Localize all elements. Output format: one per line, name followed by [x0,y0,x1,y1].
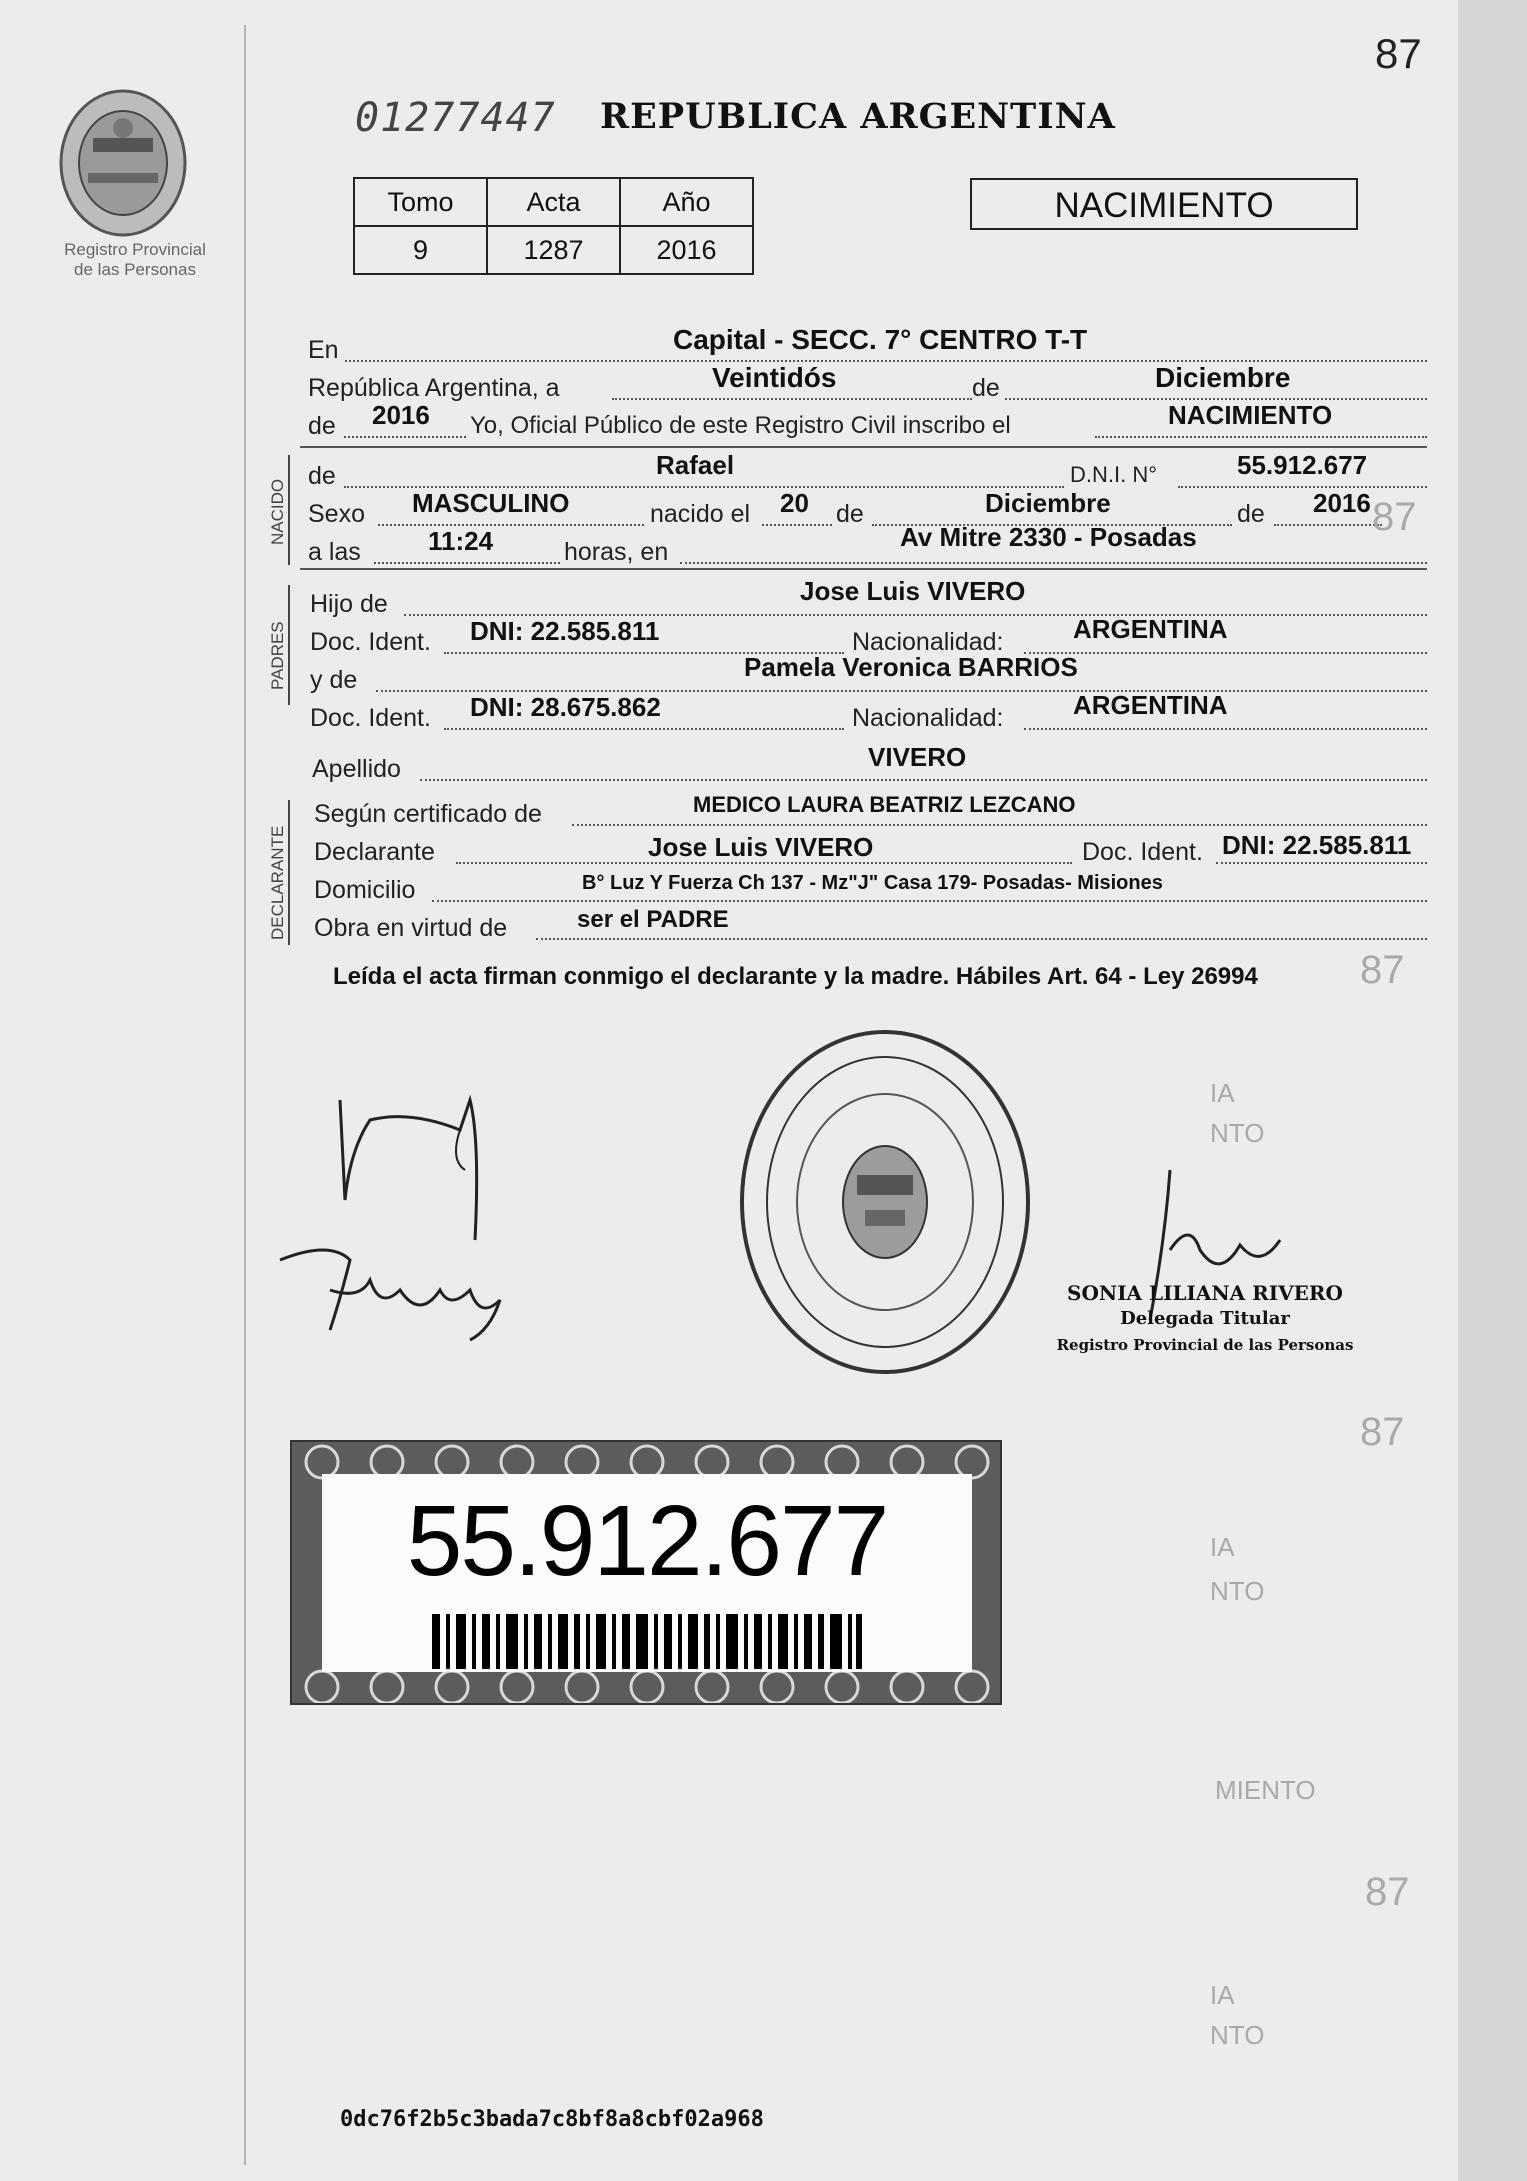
dotted-line [420,779,1427,781]
dotted-line [1274,524,1382,526]
dotted-line [378,524,644,526]
hijo-de-label: Hijo de [310,590,388,618]
country-title: REPUBLICA ARGENTINA [600,96,1116,137]
father-doc: DNI: 22.585.811 [470,616,660,646]
official-seal-stamp [735,1025,1035,1380]
bleed-through-mark: NTO [1210,1118,1265,1148]
dotted-line [344,436,466,438]
en-label: En [308,336,339,364]
de-label: de [308,412,336,440]
official-office: Registro Provincial de las Personas [1056,1336,1354,1354]
declarante-label: Declarante [314,838,435,866]
table-cell-tomo: 9 [354,226,487,274]
bleed-through-mark: MIENTO [1215,1775,1316,1805]
side-label-nacido: NACIDO [268,478,287,545]
horas-en-label: horas, en [564,538,669,566]
bleed-through-mark: IA [1210,1532,1235,1562]
surname: VIVERO [868,742,967,772]
de-label: de [836,500,864,528]
registration-day: Veintidós [712,362,837,393]
birth-place: Av Mitre 2330 - Posadas [900,522,1197,552]
table-cell-acta: 1287 [487,226,620,274]
official-stamp [1040,1280,1370,1358]
y-de-label: y de [310,666,358,694]
father-nationality: ARGENTINA [1073,614,1228,644]
bleed-through-mark: 87 [1360,948,1405,992]
ledger-number: 01277447 [355,95,556,141]
bleed-through-mark: NTO [1210,1576,1265,1606]
bleed-through-mark: IA [1210,1980,1235,2010]
section-rule [300,568,1427,570]
mother-name: Pamela Veronica BARRIOS [744,652,1078,682]
page-number: 87 [1375,30,1422,77]
section-rule [300,446,1427,448]
birth-day: 20 [780,488,809,518]
id-number-sticker [290,1440,1002,1705]
dotted-line [1024,728,1427,730]
barcode [432,1614,862,1669]
record-type-box: NACIMIENTO [970,178,1358,230]
document-hash: 0dc76f2b5c3bada7c8bf8a8cbf02a968 [340,2107,764,2132]
child-sex: MASCULINO [412,488,570,518]
apellido-label: Apellido [312,755,401,783]
dotted-line [612,398,972,400]
margin-rule [244,25,246,2165]
registration-year: 2016 [372,400,430,430]
table-cell-anio: 2016 [620,226,753,274]
declarant-address: B° Luz Y Fuerza Ch 137 - Mz"J" Casa 179- Posadas- Misiones [582,872,1163,894]
dotted-line [1216,862,1427,864]
sticker-dni-number: 55.912.677 [406,1485,888,1597]
declarant-capacity: ser el PADRE [577,906,729,933]
obra-en-virtud-label: Obra en virtud de [314,914,508,942]
bleed-through-mark: 87 [1360,1410,1405,1454]
de-label: de [308,462,336,490]
declarant-doc: DNI: 22.585.811 [1222,830,1412,860]
sticker-label [322,1474,972,1672]
father-name: Jose Luis VIVERO [800,576,1026,606]
side-label-declarante: DECLARANTE [268,825,287,940]
mother-doc: DNI: 28.675.862 [470,692,661,722]
table-header: Tomo [354,178,487,226]
registration-month: Diciembre [1155,362,1291,393]
bleed-through-mark: IA [1210,1078,1235,1108]
certificate-issuer: MEDICO LAURA BEATRIZ LEZCANO [693,792,1076,817]
birth-year: 2016 [1313,488,1371,518]
doc-ident-label: Doc. Ident. [1082,838,1203,866]
dotted-line [1024,652,1427,654]
closing-statement: Leída el acta firman conmigo el declarante y la madre. Hábiles Art. 64 - Ley 26994 [333,963,1258,990]
bleed-through-mark: 87 [1372,495,1417,539]
yo-oficial-label: Yo, Oficial Público de este Registro Civil inscribo el [470,412,1011,439]
nacionalidad-label: Nacionalidad: [852,704,1004,732]
domicilio-label: Domicilio [314,876,416,904]
declarant-name: Jose Luis VIVERO [648,832,874,862]
registered-act: NACIMIENTO [1168,400,1333,430]
birth-time: 11:24 [428,526,494,556]
registry-label: Registro Provincial de las Personas [64,240,206,279]
dotted-line [432,900,1427,902]
table-header: Acta [487,178,620,226]
side-label-padres: PADRES [268,621,287,690]
dotted-line [572,824,1427,826]
page-edge [1458,0,1527,2181]
dotted-line [762,524,832,526]
section-bracket [288,455,290,565]
bleed-through-mark: 87 [1365,1870,1410,1914]
de-label: de [972,374,1000,402]
nacido-el-label: nacido el [650,500,751,528]
dotted-line [680,562,1427,564]
dotted-line [444,728,844,730]
de-label: de [1237,500,1265,528]
bleed-through-mark: NTO [1210,2020,1265,2050]
child-dni: 55.912.677 [1237,450,1368,480]
nacionalidad-label: Nacionalidad: [852,628,1004,656]
sexo-label: Sexo [308,500,365,528]
section-bracket [288,800,290,945]
table-header: Año [620,178,753,226]
dotted-line [1095,436,1427,438]
official-name: SONIA LILIANA RIVERO [1067,1281,1343,1305]
registry-place: Capital - SECC. 7° CENTRO T-T [673,324,1088,355]
section-bracket [288,585,290,705]
child-name: Rafael [656,450,735,480]
dotted-line [1178,486,1427,488]
mother-signature [270,1230,520,1350]
official-title: Delegada Titular [1120,1308,1290,1329]
doc-ident-label: Doc. Ident. [310,628,431,656]
segun-certificado-label: Según certificado de [314,800,542,828]
a-las-label: a las [308,538,361,566]
birth-month: Diciembre [985,488,1111,518]
dni-label: D.N.I. N° [1070,462,1158,487]
mother-nationality: ARGENTINA [1073,690,1228,720]
dotted-line [374,562,560,564]
doc-ident-label: Doc. Ident. [310,704,431,732]
republica-label: República Argentina, a [308,374,560,402]
record-number-table [353,177,754,275]
dotted-line [536,938,1427,940]
